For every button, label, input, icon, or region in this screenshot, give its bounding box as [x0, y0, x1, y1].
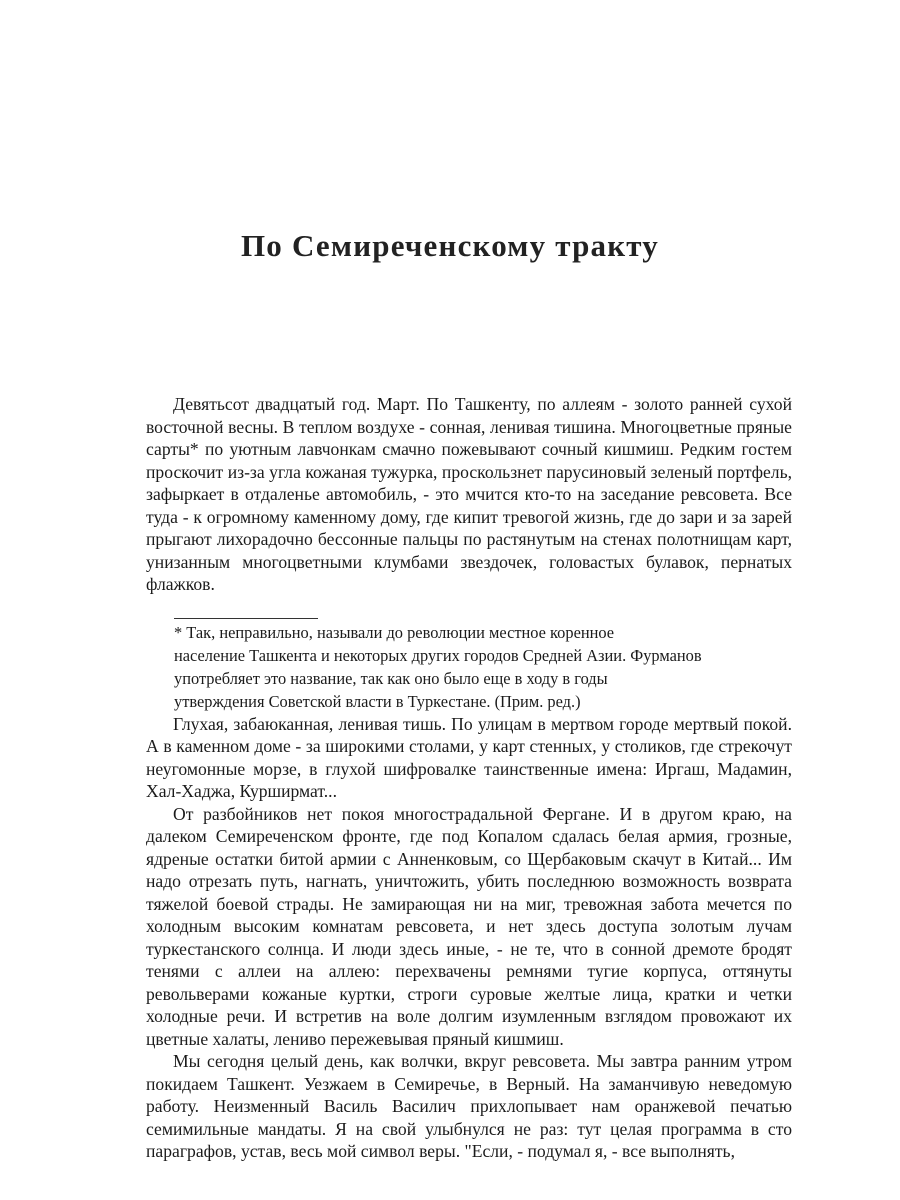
- footnote-separator: [174, 618, 318, 619]
- paragraph: Мы сегодня целый день, как волчки, вкруг ревсовета. Мы завтра ранним утром покидаем Ташкент. Уезжаем в Семиречье, в Верный. На заманчивую неведомую работу. Неизменный Василь Василич прихлопывает нам оранжевой печатью семимильные мандаты. Я на свой улыбнулся не раз: тут целая программа в сто параграфов, устав, весь мой символ веры. "Если, - подумал я, - все выполнять,: [146, 1051, 792, 1161]
- paragraph: От разбойников нет покоя многострадальной Фергане. И в другом краю, на далеком Семиреченском фронте, где под Копалом сдалась белая армия, грозные, ядреные остатки битой армии с Анненковым, со Щербаковым скачут в Китай... Им надо отрезать путь, нагнать, уничтожить, убить последнюю возможность возврата тяжелой боевой страды. Не замирающая ни на миг, тревожная забота мечется по холодным высоким комнатам ревсовета, и нет здесь доступа золотым лучам туркестанского солнца. И люди здесь иные, - не те, что в сонной дремоте бродят тенями с аллеи на аллею: перехвачены ремнями тугие корпуса, оттянуты револьверами кожаные куртки, строги суровые желтые лица, кратки и четки холодные речи. И встретив на воле долгим изумленным взглядом провожают их цветные халаты, лениво пережевывая пряный кишмиш.: [146, 803, 792, 1049]
- paragraph: Глухая, забаюканная, ленивая тишь. По улицам в мертвом городе мертвый покой. А в каменном доме - за широкими столами, у карт стенных, у столиков, где стрекочут неугомонные морзе, в глухой шифровалке таинственные имена: Иргаш, Мадамин, Хал-Хаджа, Курширмат...: [146, 713, 792, 801]
- paragraph: Девятьсот двадцатый год. Март. По Ташкенту, по аллеям - золото ранней сухой восточной весны. В теплом воздухе - сонная, ленивая тишина. Многоцветные пряные сарты* по уютным лавчонкам смачно пожевывают сочный кишмиш. Редким гостем проскочит из-за угла кожаная тужурка, проскользнет парусиновый зеленый портфель, зафыркает в отдаленье автомобиль, - это мчится кто-то на заседание ревсовета. Все туда - к огромному каменному дому, где кипит тревогой жизнь, где до зари и за зарей прыгают лихорадочно бессонные пальцы по растянутым на стенах полотнищам карт, унизанным многоцветными клумбами звездочек, головастых булавок, пернатых флажков.: [146, 394, 792, 594]
- chapter-body: [146, 393, 792, 1163]
- footnote: * Так, неправильно, называли до революции местное коренное население Ташкента и некоторых других городов Средней Азии. Фурманов употребляет это название, так как оно было еще в ходу в годы утверждения Советской власти в Туркестане. (Прим. ред.): [174, 622, 702, 711]
- chapter-title: По Семиреченскому тракту: [240, 228, 659, 263]
